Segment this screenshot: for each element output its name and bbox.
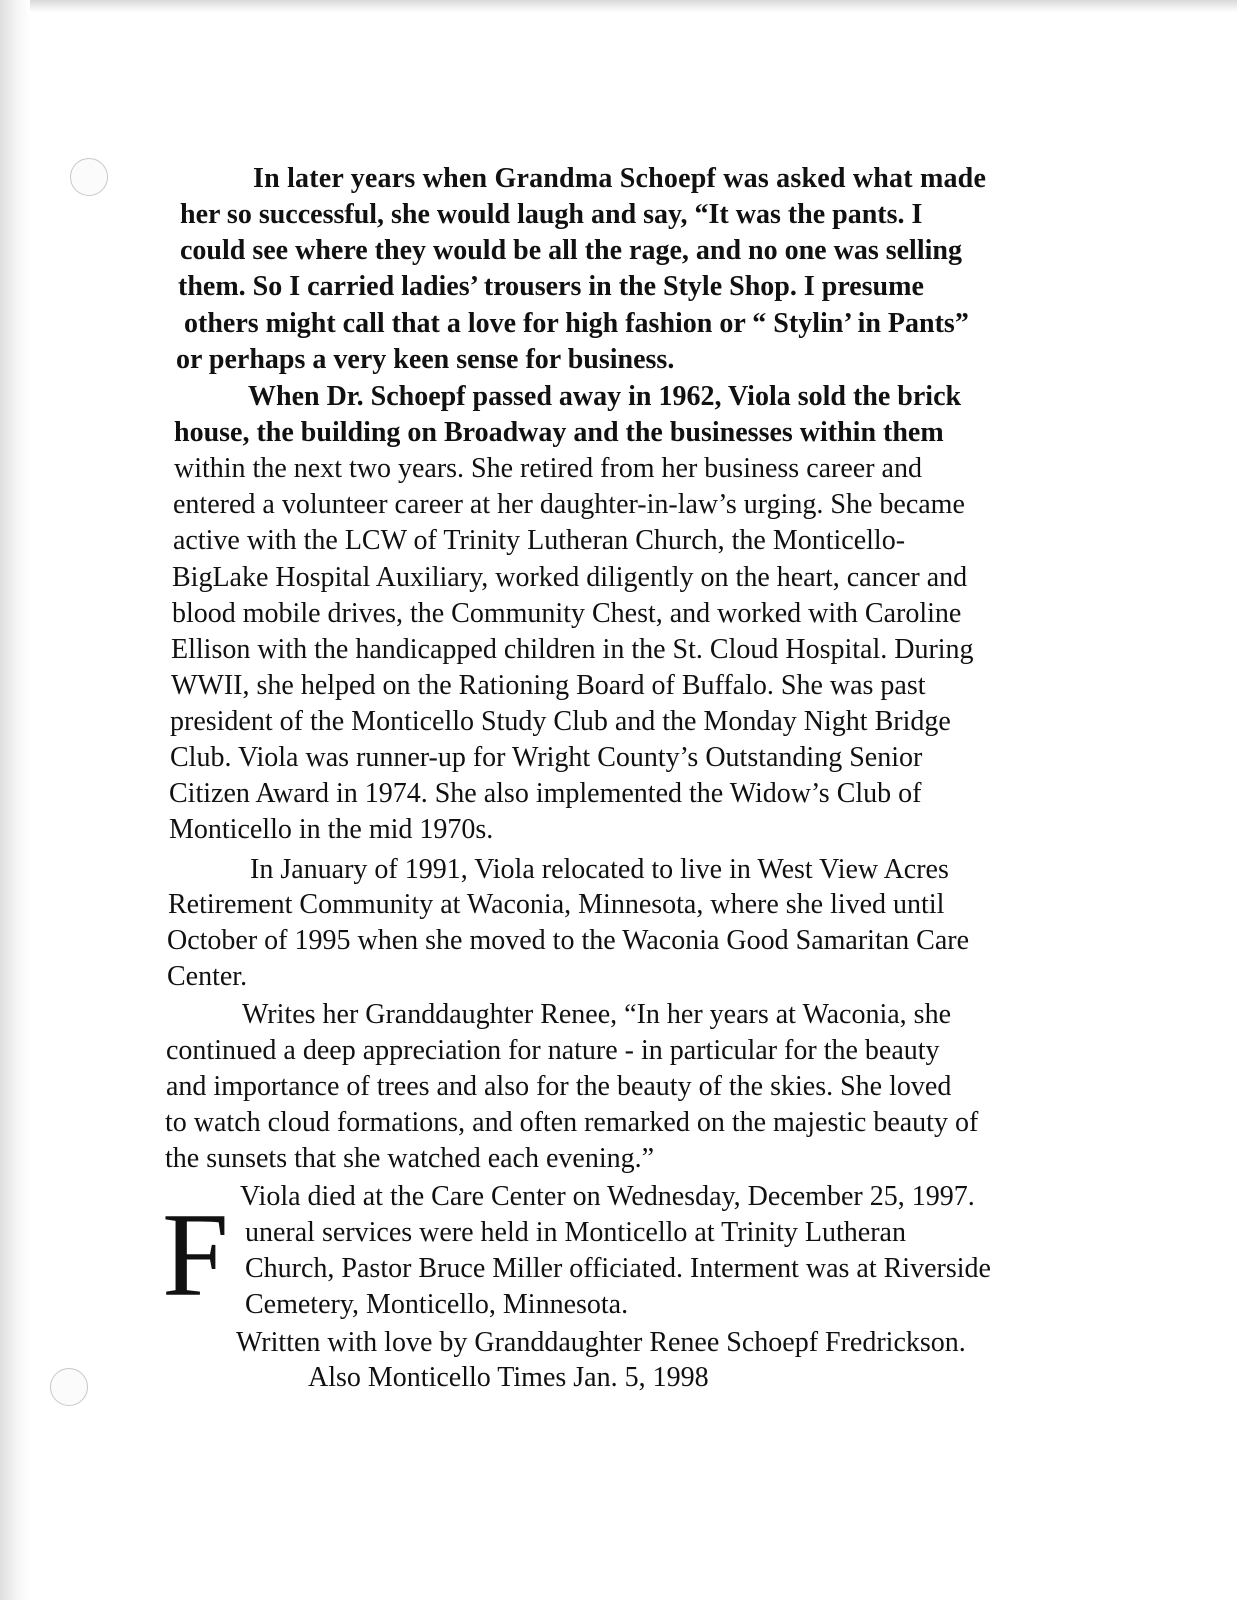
text-line: the sunsets that she watched each evening.” (165, 1143, 655, 1174)
text-line: Club. Viola was runner-up for Wright County’s Outstanding Senior (170, 742, 923, 773)
author-credit: Written with love by Granddaughter Renee Schoepf Fredrickson. (236, 1327, 966, 1358)
text-line: others might call that a love for high fashion or “ Stylin’ in Pants” (184, 308, 969, 339)
text-line: Monticello in the mid 1970s. (169, 814, 494, 845)
scan-edge (0, 0, 30, 1600)
scan-edge (0, 0, 1237, 12)
text-line: In later years when Grandma Schoepf was asked what made (253, 163, 987, 194)
text-line: house, the building on Broadway and the businesses within them (174, 417, 944, 448)
text-line: Retirement Community at Waconia, Minnesota, where she lived until (168, 889, 945, 920)
text-line: and importance of trees and also for the beauty of the skies. She loved (166, 1071, 952, 1102)
text-line: Writes her Granddaughter Renee, “In her years at Waconia, she (242, 999, 952, 1030)
text-line: could see where they would be all the rage, and no one was selling (180, 235, 962, 266)
text-line: Cemetery, Monticello, Minnesota. (245, 1289, 629, 1320)
text-line: or perhaps a very keen sense for business. (176, 344, 675, 375)
text-line: In January of 1991, Viola relocated to live in West View Acres (250, 854, 949, 885)
text-line: uneral services were held in Monticello at Trinity Lutheran (245, 1217, 906, 1248)
text-line: within the next two years. She retired from her business career and (174, 453, 922, 484)
punch-hole (70, 158, 108, 196)
text-line: entered a volunteer career at her daughter-in-law’s urging. She became (173, 489, 965, 520)
text-line: continued a deep appreciation for nature - in particular for the beauty (166, 1035, 940, 1066)
text-line: Ellison with the handicapped children in the St. Cloud Hospital. During (171, 634, 974, 665)
text-line: them. So I carried ladies’ trousers in the Style Shop. I presume (178, 271, 924, 302)
text-line: WWII, she helped on the Rationing Board of Buffalo. She was past (171, 670, 926, 701)
text-line: October of 1995 when she moved to the Waconia Good Samaritan Care (167, 925, 970, 956)
punch-hole (50, 1368, 88, 1406)
source-citation: Also Monticello Times Jan. 5, 1998 (308, 1362, 709, 1393)
text-line: active with the LCW of Trinity Lutheran Church, the Monticello- (173, 525, 906, 556)
text-line: blood mobile drives, the Community Chest, and worked with Caroline (172, 598, 962, 629)
text-line: to watch cloud formations, and often remarked on the majestic beauty of (165, 1107, 979, 1138)
text-line: Citizen Award in 1974. She also implemented the Widow’s Club of (169, 778, 922, 809)
text-line: When Dr. Schoepf passed away in 1962, Viola sold the brick (248, 381, 962, 412)
text-line: president of the Monticello Study Club and the Monday Night Bridge (170, 706, 951, 737)
text-line: her so successful, she would laugh and say, “It was the pants. I (180, 199, 923, 230)
text-line: Center. (167, 961, 248, 992)
text-line: Church, Pastor Bruce Miller officiated. Interment was at Riverside (245, 1253, 991, 1284)
text-line: BigLake Hospital Auxiliary, worked diligently on the heart, cancer and (172, 562, 968, 593)
drop-cap: F (162, 1188, 229, 1321)
text-line: Viola died at the Care Center on Wednesday, December 25, 1997. (240, 1181, 975, 1212)
